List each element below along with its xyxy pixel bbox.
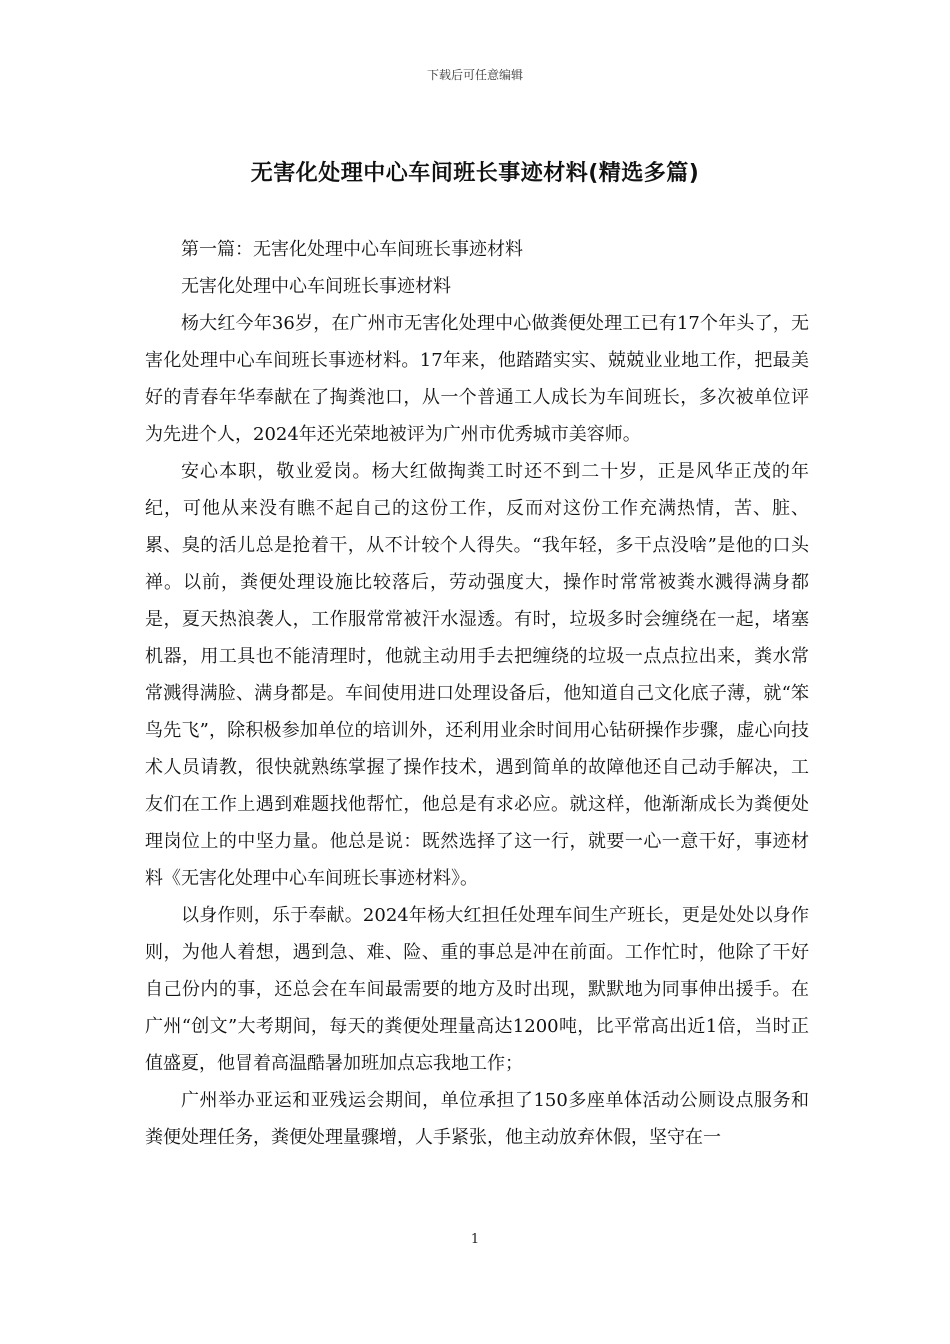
document-subtitle: 无害化处理中心车间班长事迹材料 <box>181 276 451 297</box>
page-header: 下载后可任意编辑 <box>426 68 523 82</box>
paragraph-intro: 杨大红今年36岁，在广州市无害化处理中心做粪便处理工已有17个年头了，无害化处理中心车间班长事迹材料。17年来，他踏踏实实、兢兢业业地工作，把最美好的青春年华奉献在了掏粪池口，从一个普通工人成长为车间班长，多次被单位评为先进个人，2024年还光荣地被评为广州市优秀城市美容师。 <box>145 313 809 445</box>
paragraph-asian-games: 广州举办亚运和亚残运会期间，单位承担了150多座单体活动公厕设点服务和粪便处理任务，粪便处理量骤增，人手紧张，他主动放弃休假，坚守在一 <box>145 1090 809 1148</box>
page-number: 1 <box>470 1232 480 1247</box>
paragraph-example: 以身作则，乐于奉献。2024年杨大红担任处理车间生产班长，更是处处以身作则，为他人着想，遇到急、难、险、重的事总是冲在前面。工作忙时，他除了干好自己份内的事，还总会在车间最需要的地方及时出现，默默地为同事伸出援手。在广州“创文”大考期间，每天的粪便处理量高达1200吨，比平常高出近1倍，当时正值盛夏，他冒着高温酷暑加班加点忘我地工作； <box>145 905 809 1074</box>
document-body <box>145 231 809 1156</box>
document-title: 无害化处理中心车间班长事迹材料(精选多篇) <box>250 161 700 186</box>
paragraph-dedication: 安心本职，敬业爱岗。杨大红做掏粪工时还不到二十岁，正是风华正茂的年纪，可他从来没有瞧不起自己的这份工作，反而对这份工作充满热情，苦、脏、累、臭的活儿总是抢着干，从不计较个人得失。“我年轻，多干点没啥”是他的口头禅。以前，粪便处理设施比较落后，劳动强度大，操作时常常被粪水溅得满身都是，夏天热浪袭人，工作服常常被汗水湿透。有时，垃圾多时会缠绕在一起，堵塞机器，用工具也不能清理时，他就主动用手去把缠绕的垃圾一点点拉出来，粪水常常溅得满脸、满身都是。车间使用进口处理设备后，他知道自己文化底子薄，就“笨鸟先飞”，除积极参加单位的培训外，还利用业余时间用心钻研操作步骤，虚心向技术人员请教，很快就熟练掌握了操作技术，遇到简单的故障他还自己动手解决，工友们在工作上遇到难题找他帮忙，他总是有求必应。就这样，他渐渐成长为粪便处理岗位上的中坚力量。他总是说：既然选择了这一行，就要一心一意干好，事迹材料《无害化处理中心车间班长事迹材料》。 <box>145 461 809 889</box>
section-heading: 第一篇：无害化处理中心车间班长事迹材料 <box>181 239 523 260</box>
